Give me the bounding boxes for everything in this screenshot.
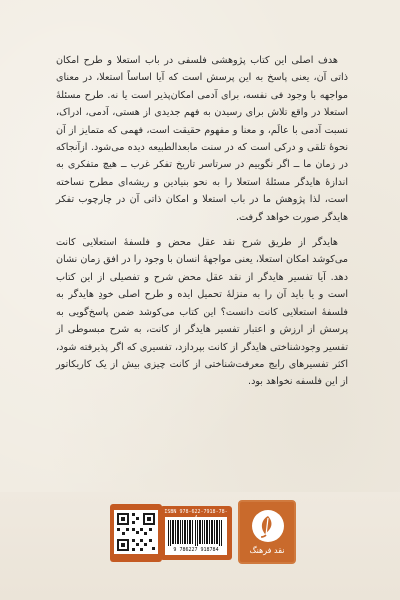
blurb-paragraph-2: هایدگر از طریق شرح نقد عقل محض و فلسفهٔ استعلایی کانت می‌کوشد امکان استعلا، یعنی مواجههٔ انسان با وجود را در افق زمان نشان دهد. آیا تفسیر هایدگر از نقد عقل محض شرح و تفصیلی از این کتاب است و یا باید آن را به منزلهٔ تحمیل ایده و طرح اصلی خودِ هایدگر به فلسفهٔ استعلایی کانت دانست؟ این کتاب می‌کوشد ضمن پاسخ‌گویی به پرسش از ارزش و اعتبار تفسیر هایدگر از کانت، به شرح مبسوطی از تفسیر وجودشناختی هایدگر از کانت بپردازد، تفسیری که اگر پذیرفته شود، اکثر تفسیرهای رایج معرفت‌شناختی از کانت چیزی بیش از یک کاریکاتور از این فلسفه نخواهد بود. bbox=[56, 237, 348, 388]
barcode-icon bbox=[168, 520, 224, 552]
qr-code-icon bbox=[114, 510, 158, 554]
blurb-text bbox=[56, 52, 348, 399]
barcode-bars bbox=[165, 517, 227, 555]
blurb-paragraph-1: هدف اصلی این کتاب پژوهشی فلسفی در باب استعلا و طرح امکان ذاتی آن، یعنی پاسخ به این پرسش است که آیا اساساً استعلا، در معنای مواجهه با وجود فی نفسه، برای آدمی امکان‌پذیر است یا نه. طرح مسئلهٔ استعلا در واقع تلاش برای رسیدن به فهم جدیدی از هستی، آدمی، ادراک، نسبت آدمی با عالَم، و معنا و مفهوم حقیقت است، فهمی که متمایز از آن نحوهٔ تلقی و درکی است که در سنت مابعدالطبیعه دیده می‌شود. ازآنجاکه در زمان ما ــ اگر نگوییم در سرتاسر تاریخ تفکر غرب ــ هیچ متفکری به اندازهٔ هایدگر مسئلهٔ استعلا را به نحو بنیادین و ریشه‌ای مطرح نساخته است، لذا پژوهش ما در باب استعلا و امکان ذاتی آن در چارچوب تفکر هایدگر صورت خواهد گرفت. bbox=[56, 55, 348, 223]
publisher-logo bbox=[238, 500, 296, 564]
isbn-number: ISBN 978-622-7918-78- bbox=[164, 509, 228, 515]
publisher-name: نقد فرهنگ bbox=[249, 546, 285, 555]
barcode-digits: 9 786227 918784 bbox=[173, 547, 219, 552]
barcode bbox=[160, 506, 232, 560]
leaf-icon bbox=[252, 510, 284, 542]
qr-code bbox=[110, 504, 162, 562]
